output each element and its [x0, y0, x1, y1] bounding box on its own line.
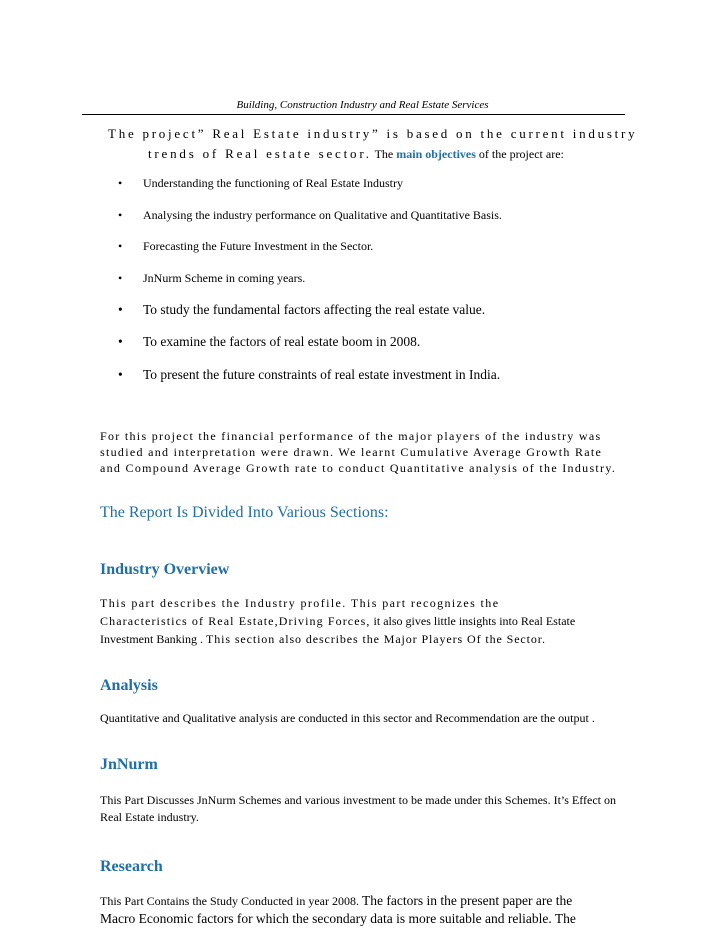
intro-line-2-spaced: trends of Real estate sector.	[148, 146, 372, 161]
project-summary-paragraph: For this project the financial performance of the major players of the industry was studied and interpretation were drawn. We learnt Cumulative Average Growth Rate and Compound Average Growth rate to conduct Quantitative analysis of the Industry.	[100, 429, 617, 475]
industry-overview-line-3-pre: Investment Banking .	[100, 632, 206, 646]
sections-heading: The Report Is Divided Into Various Sections:	[100, 504, 389, 521]
list-item: To present the future constraints of real estate investment in India.	[143, 367, 501, 382]
industry-overview-line-1: This part describes the Industry profile. This part recognizes the	[100, 596, 500, 610]
intro-line-2	[148, 146, 564, 162]
industry-overview-line-3	[100, 632, 546, 647]
research-line-1	[100, 893, 572, 909]
intro-line-2-post: of the project are:	[475, 147, 564, 161]
industry-overview-heading: Industry Overview	[100, 561, 230, 578]
list-item: Forecasting the Future Investment in the Sector.	[143, 239, 374, 253]
research-line-1-big: The factors in the present paper are the	[361, 893, 573, 908]
intro-line-1: The project” Real Estate industry” is based on the current industry	[108, 126, 638, 141]
bullet-symbol: •	[118, 302, 123, 317]
list-item: To examine the factors of real estate boom in 2008.	[143, 334, 421, 349]
analysis-heading: Analysis	[100, 677, 158, 694]
bullet-symbol: •	[118, 367, 123, 382]
bullet-symbol: •	[118, 208, 123, 222]
page-header: Building, Construction Industry and Real Estate Services	[236, 99, 489, 111]
header-rule	[82, 114, 625, 115]
industry-overview-line-2-spaced: Characteristics of Real Estate,Driving Forces,	[100, 614, 371, 628]
industry-overview-line-3-spaced: This section also describes the Major Players Of the Sector.	[205, 632, 546, 646]
bullet-symbol: •	[118, 334, 123, 349]
research-heading: Research	[100, 858, 163, 875]
industry-overview-line-2	[100, 614, 575, 629]
list-item: Analysing the industry performance on Qualitative and Quantitative Basis.	[143, 208, 502, 222]
industry-overview-line-2-rest: it also gives little insights into Real Estate	[370, 614, 576, 628]
bullet-symbol: •	[118, 271, 123, 285]
intro-line-2-pre: The	[371, 147, 397, 161]
research-line-1-small: This Part Contains the Study Conducted in year 2008.	[100, 894, 362, 908]
list-item: JnNurm Scheme in coming years.	[143, 271, 306, 285]
jnnurm-heading: JnNurm	[100, 756, 158, 773]
bullet-symbol: •	[118, 176, 123, 190]
list-item: Understanding the functioning of Real Estate Industry	[143, 176, 403, 190]
main-objectives-label: main objectives	[396, 147, 476, 161]
list-item: To study the fundamental factors affecting the real estate value.	[143, 302, 486, 317]
analysis-text: Quantitative and Qualitative analysis are conducted in this sector and Recommendation are the output .	[100, 711, 595, 725]
jnnurm-text: This Part Discusses JnNurm Schemes and various investment to be made under this Schemes. It’s Effect on Real Estate industry.	[100, 793, 617, 824]
bullet-symbol: •	[118, 239, 123, 253]
research-line-2: Macro Economic factors for which the secondary data is more suitable and reliable. The	[100, 911, 576, 926]
